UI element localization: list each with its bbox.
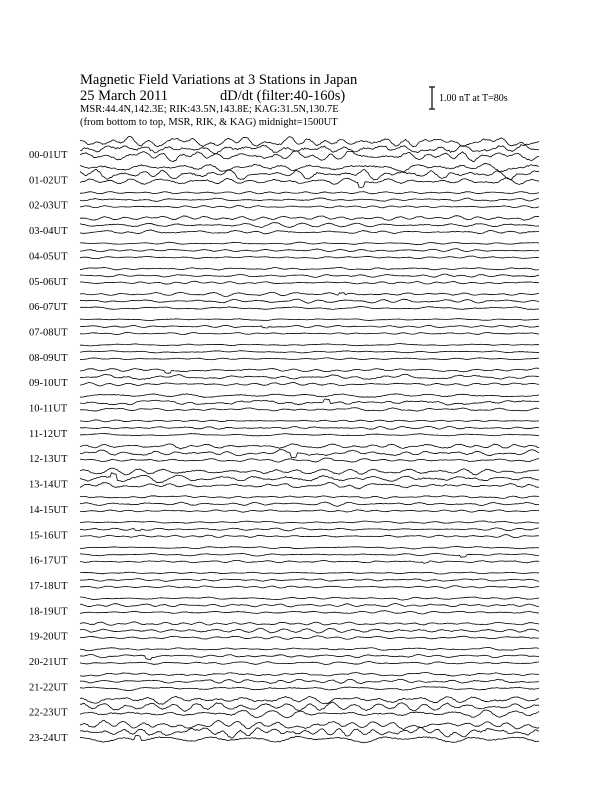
trace-msr	[80, 483, 539, 489]
trace-msr	[80, 206, 539, 208]
trace-rik	[80, 603, 539, 607]
trace-msr	[80, 636, 539, 639]
trace-kag	[80, 292, 539, 296]
trace-msr	[80, 433, 539, 435]
quantity-label: dD/dt (filter:40-160s)	[220, 88, 346, 104]
trace-kag	[80, 420, 539, 422]
trace-kag	[80, 597, 539, 600]
trace-kag	[80, 521, 539, 523]
trace-msr	[80, 230, 539, 234]
hour-label: 22-23UT	[29, 707, 68, 719]
hour-label: 17-18UT	[29, 580, 68, 592]
station-coordinates: MSR:44.4N,142.3E; RIK:43.5N,143.8E; KAG:31.5N,130.7E	[80, 104, 339, 115]
trace-kag	[80, 622, 539, 625]
trace-kag	[80, 496, 539, 499]
trace-rik	[80, 473, 539, 483]
hour-label: 23-24UT	[29, 733, 68, 745]
trace-kag	[80, 267, 539, 270]
trace-msr	[80, 256, 539, 259]
trace-rik	[80, 274, 539, 277]
trace-msr	[80, 408, 539, 412]
scale-label: 1.00 nT at T=80s	[439, 93, 508, 104]
trace-msr	[80, 358, 539, 360]
hour-label: 01-02UT	[29, 175, 68, 187]
hour-label: 15-16UT	[29, 530, 68, 542]
trace-kag	[80, 343, 539, 345]
trace-kag	[80, 720, 539, 729]
trace-kag	[80, 546, 539, 549]
trace-rik	[80, 249, 539, 252]
hour-label: 13-14UT	[29, 479, 68, 491]
trace-msr	[80, 710, 539, 718]
hour-label: 06-07UT	[29, 302, 68, 314]
trace-rik	[80, 628, 539, 633]
hour-label: 04-05UT	[29, 251, 68, 263]
trace-msr	[80, 687, 539, 691]
trace-msr	[80, 178, 539, 188]
trace-msr	[80, 332, 539, 334]
hour-label: 18-19UT	[29, 606, 68, 618]
trace-msr	[80, 458, 539, 462]
trace-rik	[80, 727, 539, 738]
trace-rik	[80, 325, 539, 328]
trace-rik	[80, 299, 539, 303]
trace-rik	[80, 223, 539, 228]
trace-msr	[80, 307, 539, 310]
trace-msr	[80, 382, 539, 386]
trace-kag	[80, 673, 539, 677]
trace-rik	[80, 198, 539, 202]
trace-kag	[80, 696, 539, 704]
trace-rik	[80, 450, 539, 458]
trace-rik	[80, 169, 539, 180]
trace-msr	[80, 151, 539, 162]
trace-msr	[80, 560, 539, 563]
hour-label: 02-03UT	[29, 200, 68, 212]
trace-rik	[80, 654, 539, 660]
hour-label: 07-08UT	[29, 327, 68, 339]
hour-label: 09-10UT	[29, 378, 68, 390]
trace-rik	[80, 426, 539, 429]
trace-kag	[80, 647, 539, 650]
trace-kag	[80, 394, 539, 398]
hour-label: 19-20UT	[29, 631, 68, 643]
trace-rik	[80, 374, 539, 379]
hour-label: 08-09UT	[29, 352, 68, 364]
trace-kag	[80, 136, 539, 146]
trace-kag	[80, 192, 539, 194]
trace-rik	[80, 579, 539, 582]
trace-kag	[80, 242, 539, 244]
trace-kag	[80, 319, 539, 321]
trace-kag	[80, 164, 539, 172]
trace-kag	[80, 572, 539, 574]
hour-label: 11-12UT	[29, 428, 68, 440]
trace-rik	[80, 502, 539, 506]
trace-msr	[80, 281, 539, 284]
trace-msr	[80, 662, 539, 665]
trace-kag	[80, 468, 539, 475]
trace-msr	[80, 510, 539, 512]
trace-rik	[80, 702, 539, 711]
trace-kag	[80, 444, 539, 449]
chart-title: Magnetic Field Variations at 3 Stations in Japan	[80, 72, 358, 88]
trace-msr	[80, 535, 539, 538]
hour-label: 03-04UT	[29, 226, 68, 238]
hour-label: 14-15UT	[29, 504, 68, 516]
trace-msr	[80, 735, 539, 742]
trace-rik	[80, 399, 539, 405]
trace-msr	[80, 586, 539, 588]
trace-kag	[80, 368, 539, 373]
hour-label: 10-11UT	[29, 403, 68, 415]
trace-msr	[80, 611, 539, 614]
hour-label: 05-06UT	[29, 276, 68, 288]
hour-label: 16-17UT	[29, 555, 68, 567]
trace-rik	[80, 679, 539, 683]
hour-label: 21-22UT	[29, 682, 68, 694]
trace-rik	[80, 528, 539, 531]
date-label: 25 March 2011	[80, 88, 169, 104]
trace-rik	[80, 351, 539, 353]
trace-order-note: (from bottom to top, MSR, RIK, & KAG) midnight=1500UT	[80, 117, 338, 128]
hour-label: 12-13UT	[29, 454, 68, 466]
trace-rik	[80, 145, 539, 154]
hour-label: 20-21UT	[29, 657, 68, 668]
hour-label: 00-01UT	[29, 150, 68, 161]
trace-kag	[80, 216, 539, 221]
trace-rik	[80, 553, 539, 557]
